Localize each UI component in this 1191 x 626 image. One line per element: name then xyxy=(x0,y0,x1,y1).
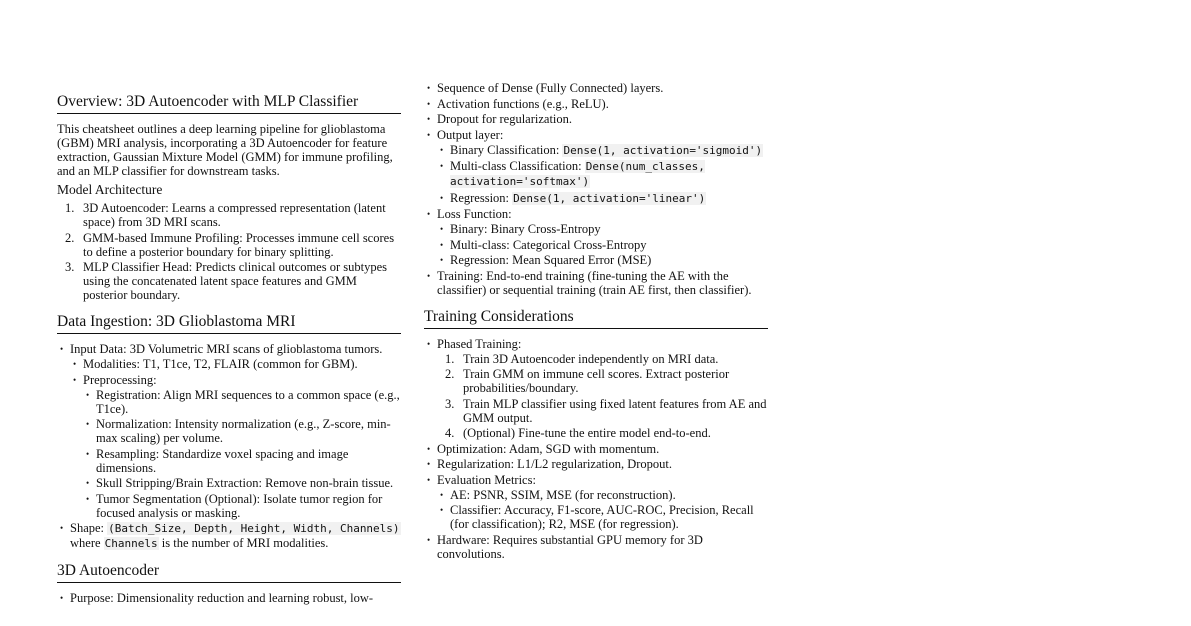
architecture-list xyxy=(57,201,401,302)
output-layer-list xyxy=(437,143,768,206)
list-item: • Regression: Dense(1, activation='linear') xyxy=(437,191,768,206)
training-considerations-section xyxy=(424,307,768,561)
list-item: • Binary: Binary Cross-Entropy xyxy=(437,222,768,236)
list-item: • Regression: Mean Squared Error (MSE) xyxy=(437,253,768,267)
list-item: • Activation functions (e.g., ReLU). xyxy=(424,97,768,111)
overview-heading: Overview: 3D Autoencoder with MLP Classifier xyxy=(57,92,401,114)
list-item: 4. (Optional) Fine-tune the entire model end-to-end. xyxy=(445,426,711,440)
training-considerations-heading: Training Considerations xyxy=(424,307,768,329)
list-item: 1. Train 3D Autoencoder independently on MRI data. xyxy=(445,351,719,366)
list-item: • Skull Stripping/Brain Extraction: Remove non-brain tissue. xyxy=(83,476,401,490)
autoencoder-heading: 3D Autoencoder xyxy=(57,561,401,583)
list-item: • Optimization: Adam, SGD with momentum. xyxy=(424,442,768,456)
loss-list xyxy=(437,222,768,267)
left-column xyxy=(57,92,401,615)
list-item: • Binary Classification: Dense(1, activation='sigmoid') xyxy=(437,143,768,158)
list-item: • Preprocessing: • Registration: Align MRI sequences to a common space (e.g., T1ce). • Normalization: Intensity normalization (e.g., Z-score, min-max scaling) per volume. • Resampling: Standardize voxel spacing and image dimensions. • Skull Stripping/Brain Extraction: Remove non-brain tissue. • Tumor Segmentation (Optional): Isolate tumor region for focused analysis or masking. xyxy=(70,373,401,520)
mlp-list xyxy=(424,81,768,297)
data-ingestion-section xyxy=(57,312,401,551)
shape-code: (Batch_Size, Depth, Height, Width, Channels) xyxy=(108,522,400,535)
list-item: • AE: PSNR, SSIM, MSE (for reconstruction). xyxy=(437,488,768,502)
list-item: • Phased Training: 1. Train 3D Autoencoder independently on MRI data. 2. Train GMM on immune cell scores. Extract posterior probabilities/boundary. 3. Train MLP classifier using fixed latent features from AE and GMM output. 4. (Optional) Fine-tune the entire model end-to-end. xyxy=(424,337,768,441)
preprocessing-list xyxy=(83,388,401,520)
list-item: • Registration: Align MRI sequences to a common space (e.g., T1ce). xyxy=(83,388,401,416)
list-item: • Input Data: 3D Volumetric MRI scans of glioblastoma tumors. • Modalities: T1, T1ce, T2, FLAIR (common for GBM). • Preprocessing: • Registration: Align MRI sequences to a common space (e.g., T1ce). • Normalization: Intensity normalization (e.g., Z-score, min-max scaling) per volume. • Resampling: Standardize voxel spacing and image dimensions. • Skull Stripping/Brain Extraction: Remove non-brain tissue. • Tumor Segmentation (Optional): Isolate tumor region for focused analysis or masking. xyxy=(57,342,401,520)
list-item: • Classifier: Accuracy, F1-score, AUC-ROC, Precision, Recall (for classification); R2, MSE (for regression). xyxy=(437,503,768,531)
list-item: • Resampling: Standardize voxel spacing and image dimensions. xyxy=(83,447,401,475)
list-item: 2. GMM-based Immune Profiling: Processes immune cell scores to define a posterior boundary for binary splitting. xyxy=(65,230,395,259)
right-column xyxy=(424,80,768,571)
list-item: • Loss Function: • Binary: Binary Cross-Entropy • Multi-class: Categorical Cross-Entropy • Regression: Mean Squared Error (MSE) xyxy=(424,207,768,267)
overview-intro: This cheatsheet outlines a deep learning pipeline for glioblastoma (GBM) MRI analysis, incorporating a 3D Autoencoder for feature extraction, Gaussian Mixture Model (GMM) for immune profiling, and an MLP classifier for downstream tasks. xyxy=(57,122,393,178)
list-item: • Purpose: Dimensionality reduction and learning robust, low- xyxy=(57,591,401,605)
list-item: • Hardware: Requires substantial GPU memory for 3D convolutions. xyxy=(424,533,768,561)
data-ingestion-heading: Data Ingestion: 3D Glioblastoma MRI xyxy=(57,312,401,334)
list-item: • Evaluation Metrics: • AE: PSNR, SSIM, MSE (for reconstruction). • Classifier: Accuracy, F1-score, AUC-ROC, Precision, Recall (for classification); R2, MSE (for regression). xyxy=(424,473,768,532)
list-item: 2. Train GMM on immune cell scores. Extract posterior probabilities/boundary. xyxy=(445,367,730,395)
model-architecture-heading: Model Architecture xyxy=(57,182,163,197)
list-item: 3. MLP Classifier Head: Predicts clinical outcomes or subtypes using the concatenated latent space features and GMM posterior boundary. xyxy=(65,260,387,302)
considerations-list xyxy=(424,337,768,561)
list-item: • Sequence of Dense (Fully Connected) layers. xyxy=(424,81,768,95)
list-item: • Tumor Segmentation (Optional): Isolate tumor region for focused analysis or masking. xyxy=(83,492,401,520)
list-item: • Training: End-to-end training (fine-tuning the AE with the classifier) or sequential training (train AE first, then classifier). xyxy=(424,269,768,297)
list-item: • Output layer: • Binary Classification: Dense(1, activation='sigmoid') • Multi-class Classification: Dense(num_classes, activation='softmax') • Regression: Dense(1, activation='linear') xyxy=(424,128,768,206)
list-item xyxy=(424,81,768,206)
list-item: 1. 3D Autoencoder: Learns a compressed representation (latent space) from 3D MRI scans. xyxy=(65,201,386,229)
list-item: • Multi-class: Categorical Cross-Entropy xyxy=(437,238,768,252)
list-item: • Dropout for regularization. xyxy=(424,112,768,126)
list-item: • Regularization: L1/L2 regularization, Dropout. xyxy=(424,457,768,471)
phases-list xyxy=(437,352,768,441)
autoencoder-section xyxy=(57,561,401,605)
mlp-section xyxy=(424,81,768,297)
overview-section xyxy=(57,92,401,302)
list-item: • Modalities: T1, T1ce, T2, FLAIR (common for GBM). xyxy=(70,357,401,371)
ingestion-list xyxy=(57,342,401,551)
list-item: • Multi-class Classification: Dense(num_classes, activation='softmax') xyxy=(437,159,768,189)
list-item: • Normalization: Intensity normalization (e.g., Z-score, min-max scaling) per volume. xyxy=(83,417,401,445)
list-item: • Shape: (Batch_Size, Depth, Height, Width, Channels) where Channels is the number of MRI modalities. xyxy=(57,521,401,551)
channels-code: Channels xyxy=(104,537,158,550)
list-item: 3. Train MLP classifier using fixed latent features from AE and GMM output. xyxy=(445,396,767,425)
eval-list xyxy=(437,488,768,532)
